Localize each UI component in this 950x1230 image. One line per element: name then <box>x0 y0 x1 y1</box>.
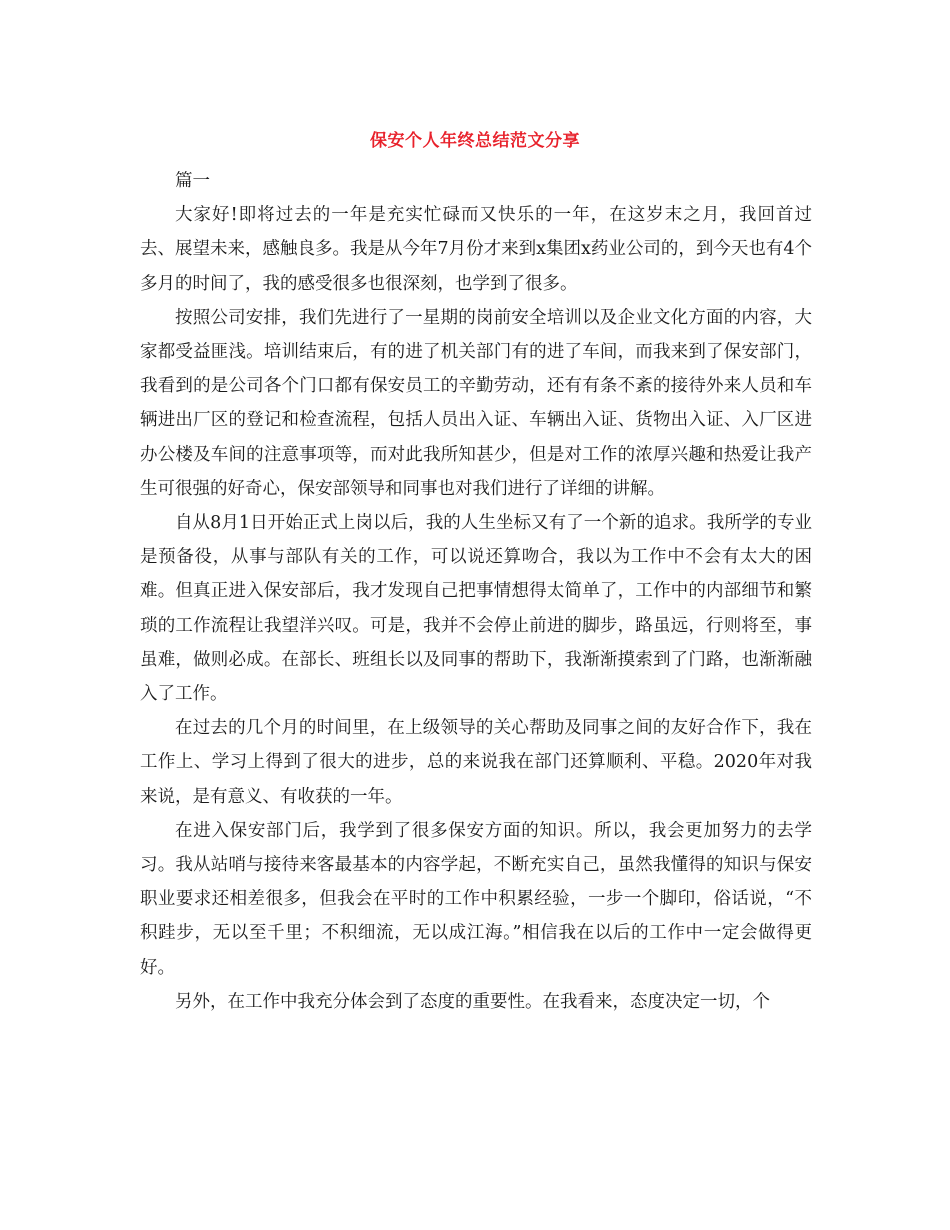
paragraph-3: 自从8月1日开始正式上岗以后，我的人生坐标又有了一个新的追求。我所学的专业是预备役，从事与部队有关的工作，可以说还算吻合，我以为工作中不会有太大的困难。但真正进入保安部后，我才发现自己把事情想得太简单了，工作中的内部细节和繁琐的工作流程让我望洋兴叹。可是，我并不会停止前进的脚步，路虽远，行则将至，事虽难，做则必成。在部长、班组长以及同事的帮助下，我渐渐摸索到了门路，也渐渐融入了工作。 <box>140 513 812 705</box>
document-title: 保安个人年终总结范文分享 <box>370 131 580 151</box>
paragraph-2: 按照公司安排，我们先进行了一星期的岗前安全培训以及企业文化方面的内容，大家都受益匪浅。培训结束后，有的进了机关部门有的进了车间，而我来到了保安部门，我看到的是公司各个门口都有保安员工的辛勤劳动，还有有条不紊的接待外来人员和车辆进出厂区的登记和检查流程，包括人员出入证、车辆出入证、货物出入证、入厂区进办公楼及车间的注意事项等，而对此我所知甚少，但是对工作的浓厚兴趣和热爱让我产生可很强的好奇心，保安部领导和同事也对我们进行了详细的讲解。 <box>140 307 812 499</box>
paragraph-5: 在进入保安部门后，我学到了很多保安方面的知识。所以，我会更加努力的去学习。我从站哨与接待来客最基本的内容学起，不断充实自己，虽然我懂得的知识与保安职业要求还相差很多，但我会在平时的工作中积累经验，一步一个脚印，俗话说，“不积跬步，无以至千里；不积细流，无以成江海。”相信我在以后的工作中一定会做得更好。 <box>140 820 812 978</box>
section-label: 篇一 <box>175 171 210 191</box>
document-body <box>140 164 812 1019</box>
paragraph-6: 另外，在工作中我充分体会到了态度的重要性。在我看来，态度决定一切，个 <box>175 991 770 1012</box>
paragraph-1: 大家好!即将过去的一年是充实忙碌而又快乐的一年，在这岁末之月，我回首过去、展望未来，感触良多。我是从今年7月份才来到x集团x药业公司的，到今天也有4个多月的时间了，我的感受很多也很深刻，也学到了很多。 <box>140 205 813 294</box>
paragraph-4: 在过去的几个月的时间里，在上级领导的关心帮助及同事之间的友好合作下，我在工作上、学习上得到了很大的进步，总的来说我在部门还算顺利、平稳。2020年对我来说，是有意义、有收获的一年。 <box>140 718 812 807</box>
